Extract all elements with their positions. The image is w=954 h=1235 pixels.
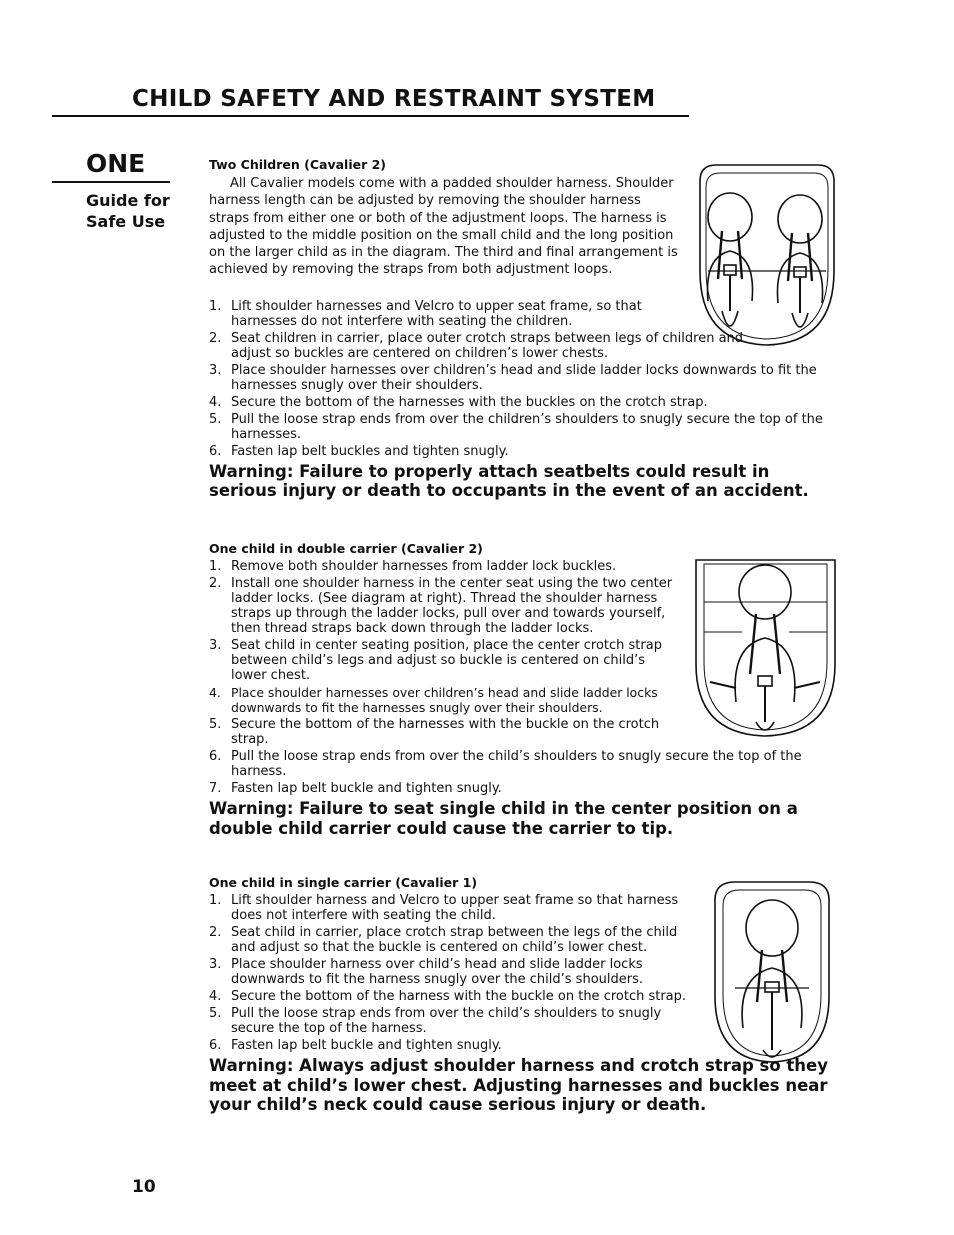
warning-text: Warning: Always adjust shoulder harness and crotch strap so they meet at child’s lower chest. Adjusting harnesses and buckles near your child’s neck could cause serious injury or death. <box>209 1056 828 1114</box>
chapter-subtitle: Guide for Safe Use <box>86 191 170 231</box>
page-number: 10 <box>132 1177 156 1197</box>
chapter-number: ONE <box>86 149 146 178</box>
section-title: Two Children (Cavalier 2) <box>209 157 387 172</box>
section-title: One child in double carrier (Cavalier 2) <box>209 541 483 556</box>
list-item: 3. Seat child in center seating position, place the center crotch strap between child’s legs and adjust so buckle is centered on child’s lower chest. <box>209 638 662 683</box>
list-item: 3. Place shoulder harness over child’s head and slide ladder locks downwards to fit the harness snugly over the child’s shoulders. <box>209 957 644 987</box>
two-children-carrier-illustration <box>694 161 840 347</box>
list-item: 7. Fasten lap belt buckle and tighten snugly. <box>209 781 502 796</box>
list-item: 2. Seat children in carrier, place outer crotch straps between legs of children and adjust so buckles are centered on children’s lower chests. <box>209 330 744 361</box>
list-item: 4. Secure the bottom of the harnesses with the buckles on the crotch strap. <box>209 394 708 410</box>
list-item: 4. Secure the bottom of the harness with the buckle on the crotch strap. <box>209 989 687 1004</box>
list-item: 5. Pull the loose strap ends from over the child’s shoulders to snugly secure the top of the harness. <box>209 1006 662 1036</box>
section-title: One child in single carrier (Cavalier 1) <box>209 875 478 890</box>
list-item: 6. Fasten lap belt buckle and tighten snugly. <box>209 1038 502 1053</box>
list-item: 2. Seat child in carrier, place crotch strap between the legs of the child and adjust so that the buckle is centered on child’s lower chest. <box>209 925 678 955</box>
header-divider <box>52 115 689 117</box>
list-item: 2. Install one shoulder harness in the center seat using the two center ladder locks. (See diagram at right). Thread the shoulder harness straps up through the ladder locks, pull over and towards yourself, then thread straps back down through the ladder locks. <box>209 576 673 636</box>
one-child-single-carrier-illustration <box>711 878 833 1064</box>
list-item: 4. Place shoulder harnesses over children’s head and slide ladder locks downwards to fit the harnesses snugly over their shoulders. <box>209 685 658 715</box>
list-item: 5. Pull the loose strap ends from over the children’s shoulders to snugly secure the top of the harnesses. <box>209 411 823 442</box>
section-intro: All Cavalier models come with a padded shoulder harness. Shoulder harness length can be adjusted by removing the shoulder harness straps from either one or both of the adjustment loops. The harness is adjusted to the middle position on the small child and the long position on the larger child as in the diagram. The third and final arrangement is achieved by removing the straps from both adjustment loops. <box>209 176 678 278</box>
warning-text: Warning: Failure to properly attach seatbelts could result in serious injury or death to occupants in the event of an accident. <box>209 461 809 501</box>
chapter-divider <box>52 181 170 183</box>
list-item: 6. Fasten lap belt buckles and tighten snugly. <box>209 443 509 459</box>
page-title: CHILD SAFETY AND RESTRAINT SYSTEM <box>132 86 656 112</box>
list-item: 3. Place shoulder harnesses over children’s head and slide ladder locks downwards to fit the harnesses snugly over their shoulders. <box>209 362 817 393</box>
list-item: 5. Secure the bottom of the harnesses with the buckle on the crotch strap. <box>209 717 660 747</box>
list-item: 1. Remove both shoulder harnesses from ladder lock buckles. <box>209 559 617 574</box>
list-item: 1. Lift shoulder harnesses and Velcro to upper seat frame, so that harnesses do not interfere with seating the children. <box>209 298 642 329</box>
warning-text: Warning: Failure to seat single child in the center position on a double child carrier could cause the carrier to tip. <box>209 799 798 838</box>
one-child-double-carrier-illustration <box>692 552 839 738</box>
list-item: 1. Lift shoulder harness and Velcro to upper seat frame so that harness does not interfere with seating the child. <box>209 893 679 923</box>
list-item: 6. Pull the loose strap ends from over the child’s shoulders to snugly secure the top of the harness. <box>209 749 802 779</box>
